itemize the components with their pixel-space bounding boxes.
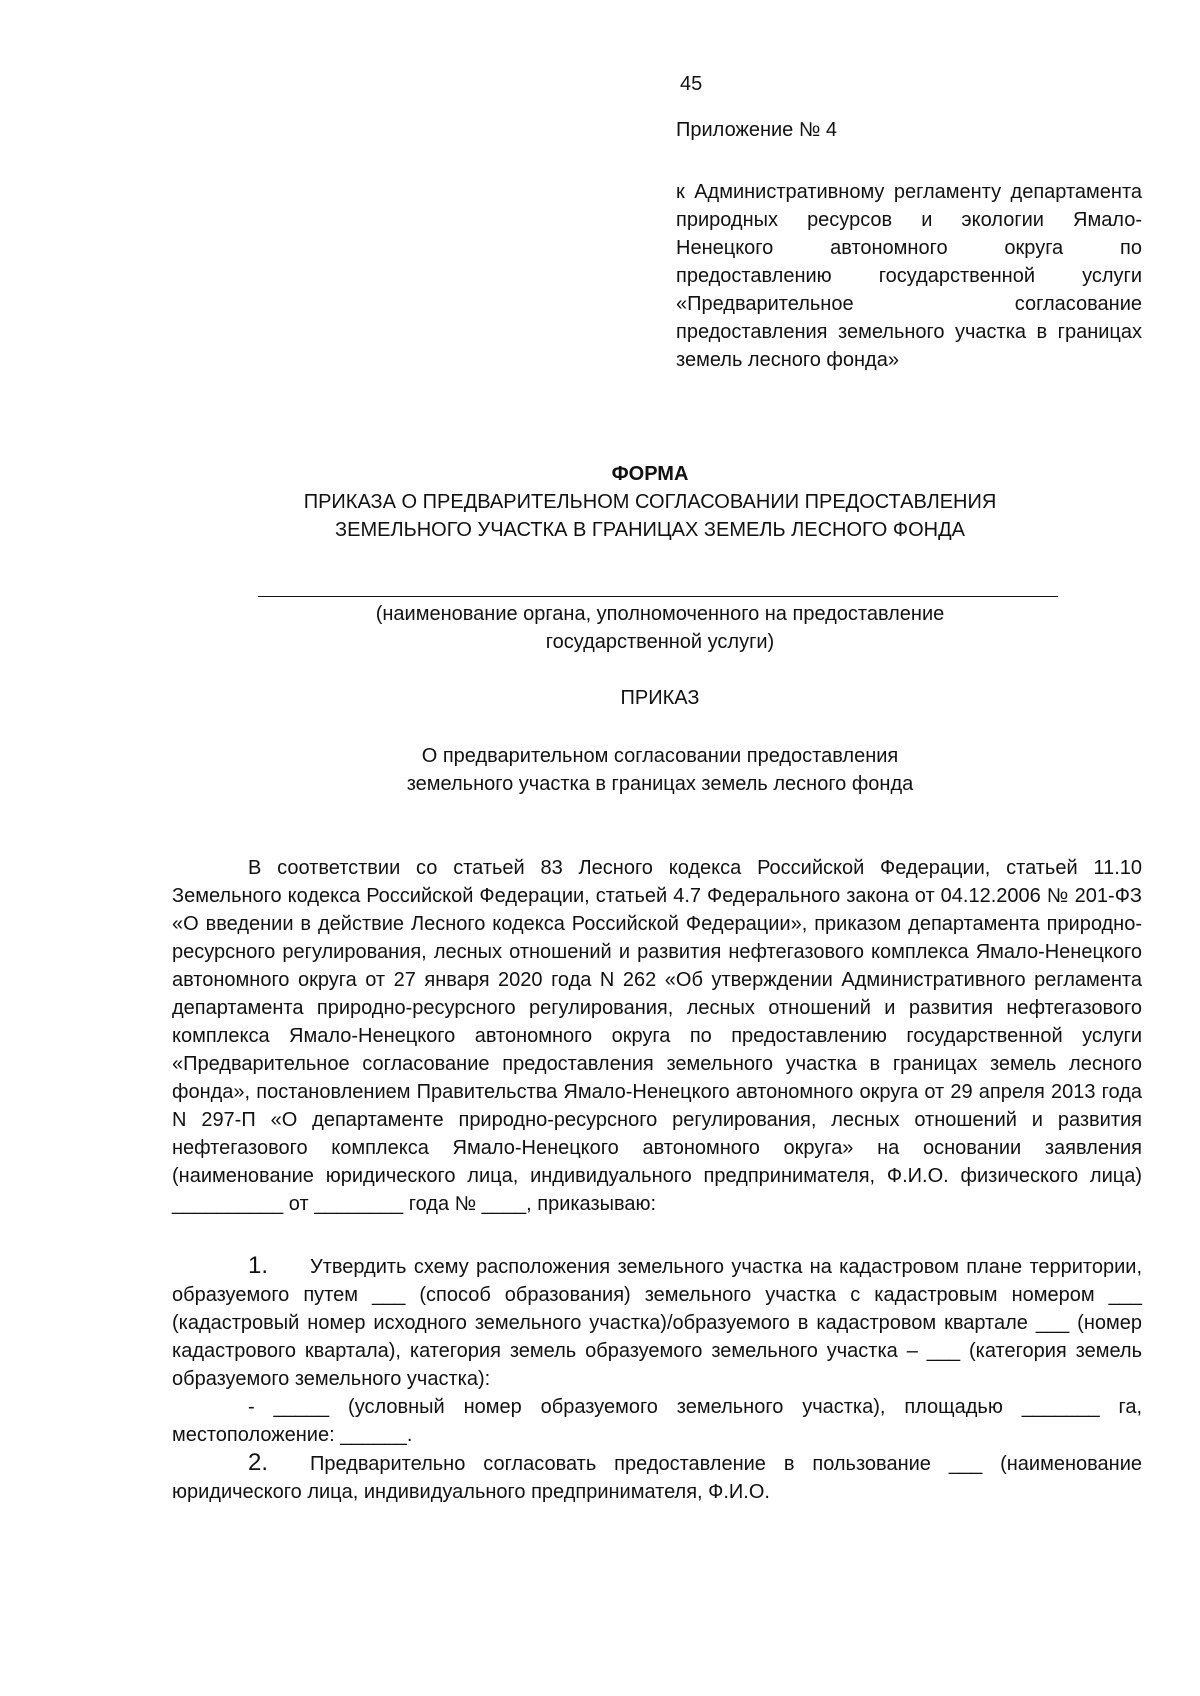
order-item-2-number: 2. [248,1449,269,1476]
order-subject [200,742,1120,798]
preamble-paragraph: В соответствии со статьей 83 Лесного кодекса Российской Федерации, статьей 11.10 Земельного кодекса Российской Федерации, статьей 4.7 Федерального закона от 04.12.2006 № 201-ФЗ «О введении в действие Лесного кодекса Российской Федерации», приказом департамента природно-ресурсного регулирования, лесных отношений и развития нефтегазового комплекса Ямало-Ненецкого автономного округа от 27 января 2020 года N 262 «Об утверждении Административного регламента департамента природно-ресурсного регулирования, лесных отношений и развития нефтегазового комплекса Ямало-Ненецкого автономного округа по предоставлению государственной услуги «Предварительное согласование предоставления земельного участка в границах земель лесного фонда», постановлением Правительства Ямало-Ненецкого автономного округа от 29 апреля 2013 года N 297-П «О департаменте природно-ресурсного регулирования, лесных отношений и развития нефтегазового комплекса Ямало-Ненецкого автономного округа» на основании заявления (наименование юридического лица, индивидуального предпринимателя, Ф.И.О. физического лица) __________ от ________ года № ____, приказываю: [172,857,1142,1215]
order-item-2 [172,1449,1142,1506]
order-item-1 [172,1252,1142,1393]
order-body [172,854,1142,1506]
order-subject-line-2: земельного участка в границах земель лесного фонда [406,773,914,795]
org-caption-line-2: государственной услуги) [545,631,775,653]
form-heading: ФОРМА [611,463,689,485]
order-item-1-subitem: - _____ (условный номер образуемого земельного участка), площадью _______ га, местоположение: ______. [172,1396,1142,1446]
org-caption [200,600,1120,656]
appendix-text: к Административному регламенту департамента природных ресурсов и экологии Ямало-Ненецкого автономного округа по предоставлению государственной услуги «Предварительное согласование предоставления земельного участка в границах земель лесного фонда» [676,181,1142,371]
org-caption-line-1: (наименование органа, уполномоченного на предоставление [375,603,945,625]
appendix-title: Приложение № 4 [676,119,837,141]
order-item-1-number: 1. [248,1252,269,1279]
order-item-1-text: Утвердить схему расположения земельного участка на кадастровом плане территории, образуемого путем ___ (способ образования) земельного участка с кадастровым номером ___ (кадастровый номер исходного земельного участка)/образуемого в кадастровом квартале ___ (номер кадастрового квартала), категория земель образуемого земельного участка – ___ (категория земель образуемого земельного участка): [172,1256,1142,1390]
page-number: 45 [680,73,703,95]
order-subject-line-1: О предварительном согласовании предоставления [421,745,899,767]
form-title [160,460,1140,544]
org-name-blank-line [258,596,1058,597]
order-item-2-text: Предварительно согласовать предоставление в пользование ___ (наименование юридического лица, индивидуального предпринимателя, Ф.И.О. [172,1453,1142,1503]
form-title-line-1: ПРИКАЗА О ПРЕДВАРИТЕЛЬНОМ СОГЛАСОВАНИИ ПРЕДОСТАВЛЕНИЯ [303,491,997,513]
order-title: ПРИКАЗ [620,687,700,709]
form-title-line-2: ЗЕМЕЛЬНОГО УЧАСТКА В ГРАНИЦАХ ЗЕМЕЛЬ ЛЕСНОГО ФОНДА [335,519,965,541]
appendix-block [676,116,1142,374]
